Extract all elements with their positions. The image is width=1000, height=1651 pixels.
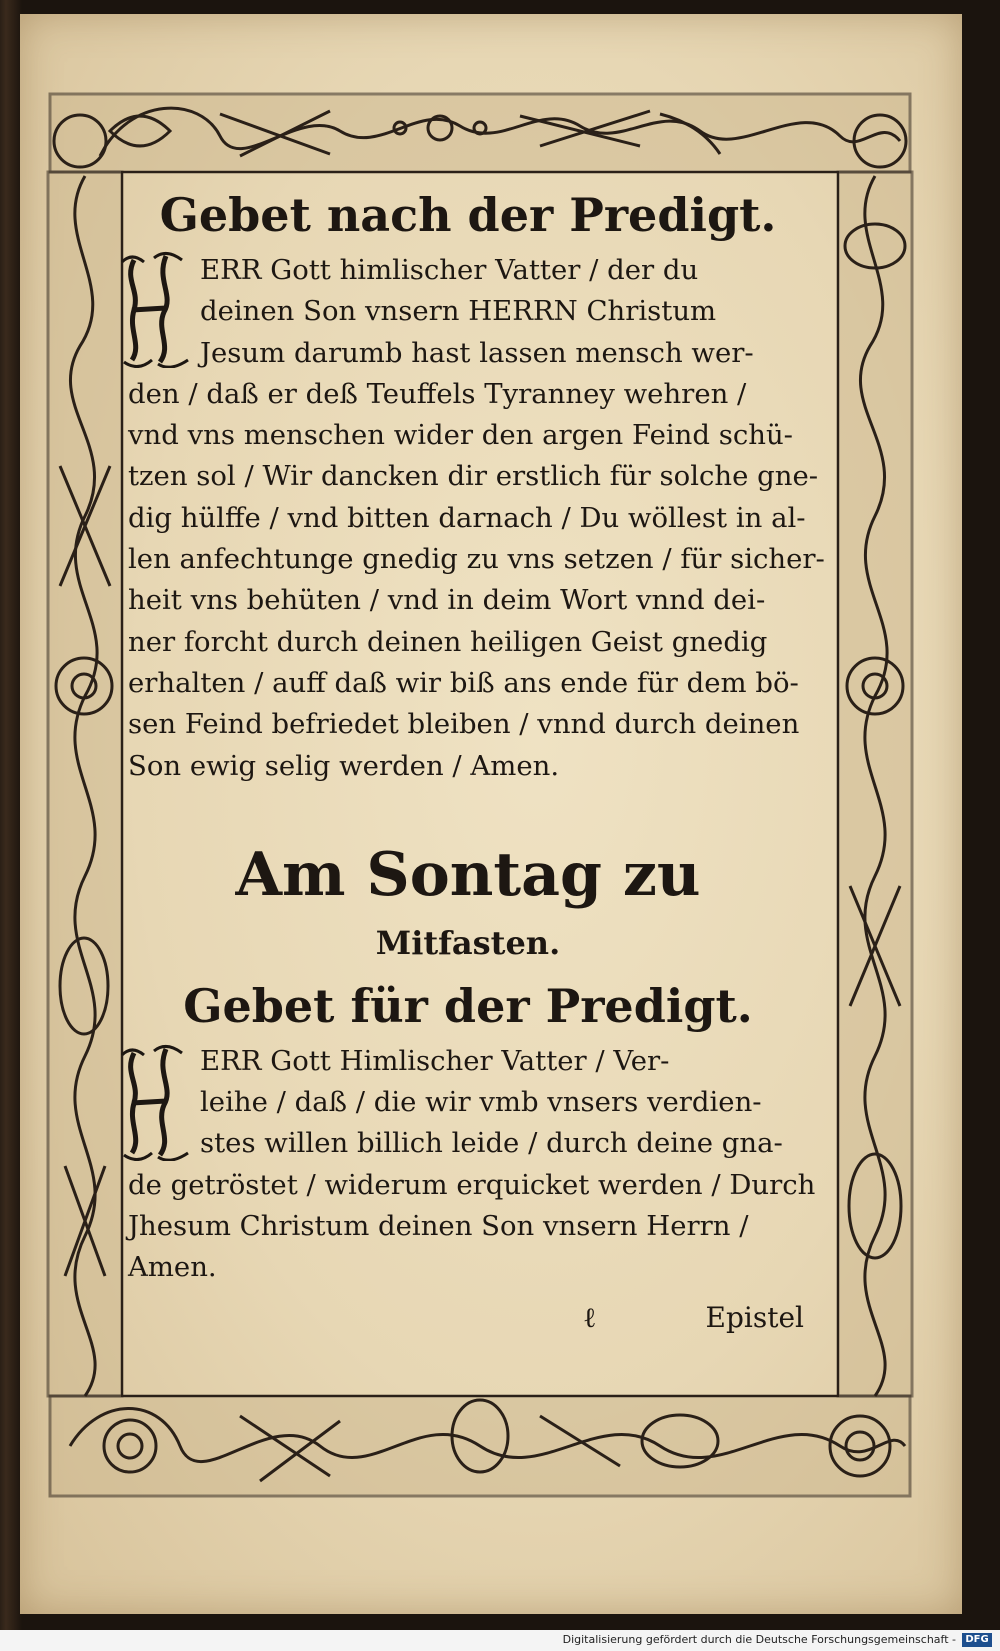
- signature-mark: ℓ: [583, 1300, 597, 1334]
- section-title: Am Sontag zu: [235, 839, 701, 910]
- initial-h-ornament: [120, 250, 194, 368]
- catchword: Epistel: [705, 1300, 804, 1334]
- text-line: den / daß er deß Teuffels Tyranney wehren /: [128, 377, 747, 410]
- text-line: de getröstet / widerum erquicket werden / Durch: [128, 1168, 816, 1201]
- text-line: erhalten / auff daß wir biß ans ende für dem bö-: [128, 666, 799, 699]
- catchword-row: [128, 1301, 808, 1345]
- heading-prayer-after-sermon: Gebet nach der Predigt.: [159, 188, 777, 242]
- prayer-before-paragraph: [128, 1041, 816, 1289]
- section-subtitle: Mitfasten.: [375, 923, 561, 962]
- footer-bar: [0, 1630, 1000, 1651]
- text-line: Jhesum Christum deinen Son vnsern Herrn /: [128, 1210, 749, 1243]
- funding-credit: Digitalisierung gefördert durch die Deutsche Forschungsgemeinschaft -: [562, 1633, 956, 1646]
- text-block: [128, 180, 825, 1345]
- dfg-logo: DFG: [962, 1633, 992, 1647]
- text-line: Son ewig selig werden / Amen.: [128, 749, 560, 782]
- initial-h-ornament: [120, 1043, 194, 1161]
- text-line: dig hülffe / vnd bitten darnach / Du wöllest in al-: [128, 501, 806, 534]
- text-line: leihe / daß / die wir vmb vnsers verdien-: [200, 1086, 762, 1119]
- text-line: Amen.: [128, 1251, 217, 1284]
- text-line: Jesum darumb hast lassen mensch wer-: [200, 336, 754, 369]
- text-line: vnd vns menschen wider den argen Feind schü-: [128, 419, 793, 452]
- text-line: tzen sol / Wir dancken dir erstlich für solche gne-: [128, 460, 819, 493]
- text-line: ERR Gott Himlischer Vatter / Ver-: [200, 1044, 670, 1077]
- text-line: ERR Gott himlischer Vatter / der du: [200, 254, 699, 286]
- prayer-after-paragraph: [128, 250, 825, 787]
- text-line: ner forcht durch deinen heiligen Geist gnedig: [128, 625, 768, 658]
- text-line: len anfechtunge gnedig zu vns setzen / für sicher-: [128, 543, 825, 576]
- heading-prayer-before-sermon: Gebet für der Predigt.: [183, 978, 753, 1033]
- text-line: sen Feind befriedet bleiben / vnnd durch deinen: [128, 708, 800, 741]
- text-line: deinen Son vnsern HERRN Christum: [200, 295, 717, 328]
- text-line: heit vns behüten / vnd in deim Wort vnnd dei-: [128, 584, 766, 617]
- text-line: stes willen billich leide / durch deine gna-: [200, 1127, 783, 1160]
